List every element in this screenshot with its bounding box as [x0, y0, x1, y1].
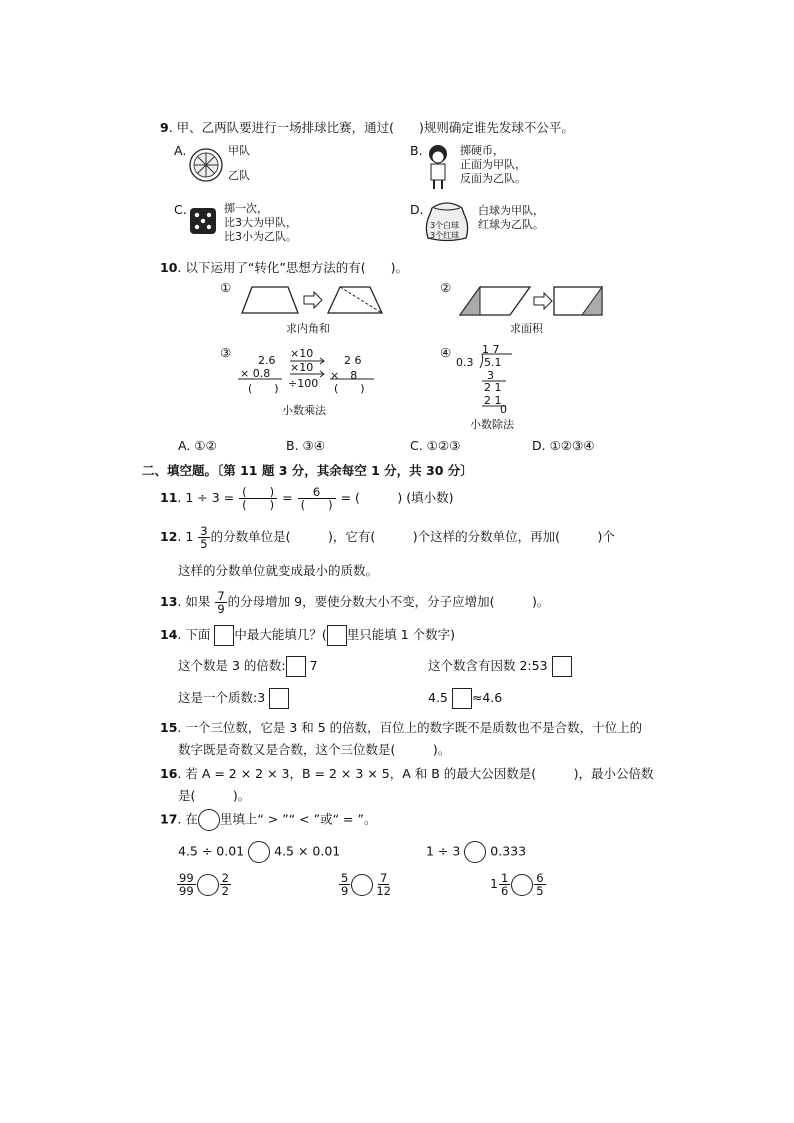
q13-fraction: $\frac{7}{9}$ — [217, 589, 225, 617]
div-quotient: 1 7 — [482, 343, 500, 356]
mul-a1: 2.6 — [258, 354, 276, 367]
q14-answer-box-1[interactable] — [286, 656, 306, 677]
q11-fraction-2[interactable]: $\frac{6}{( )}$ — [298, 486, 336, 511]
q14-row2-right: 4.5 ≈4.6 — [428, 688, 502, 709]
q14-row2-left: 这是一个质数:3 — [178, 688, 289, 709]
sample-box — [214, 625, 234, 646]
div-r1: 3 — [487, 369, 494, 382]
caption-1: 求内角和 — [286, 322, 330, 335]
q9-option-c-label[interactable]: C. — [174, 202, 187, 217]
caption-4: 小数除法 — [470, 418, 514, 431]
div-r2: 2 1 — [484, 381, 502, 394]
q17-expr-3: $\frac{99}{99}$ $\frac{2}{2}$ — [179, 871, 229, 899]
mul-b1: 2 6 — [344, 354, 362, 367]
q15-line1: 15. 一个三位数，它是 3 和 5 的倍数，百位上的数字既不是质数也不是合数，十位上的 — [160, 720, 643, 735]
bag-label-2: 3个红球 — [430, 231, 460, 240]
mul-b3: ( ) — [334, 382, 365, 395]
compare-circle-5[interactable] — [511, 874, 533, 896]
marker-4: ④ — [440, 345, 452, 360]
mul-op3: ÷100 — [288, 377, 319, 390]
mul-a2: × 0.8 — [240, 367, 271, 380]
q10-option-b[interactable]: B. ③④ — [286, 438, 325, 453]
div-dividend: 5.1 — [484, 356, 502, 369]
q17-expr-5: 1 $\frac{1}{6}$ $\frac{6}{5}$ — [490, 871, 544, 899]
q9-option-b-label[interactable]: B. — [410, 143, 423, 158]
section-2-heading: 二、填空题。〔第 11 题 3 分，其余每空 1 分，共 30 分〕 — [142, 463, 473, 478]
mul-lines — [236, 358, 376, 382]
trapezoid-diagram — [240, 285, 385, 317]
q9-a-line1: 甲队 — [228, 144, 250, 157]
compare-circle-4[interactable] — [351, 874, 373, 896]
q14-answer-box-3[interactable] — [269, 688, 289, 709]
q11: 11. 1 ÷ 3 = $\frac{( )}{( )}$ = $\frac{6}{( )}$ = ( ) (填小数) — [160, 485, 454, 513]
caption-3: 小数乘法 — [282, 404, 326, 417]
q16-line2: 是( )。 — [178, 788, 251, 803]
compare-circle-1[interactable] — [248, 841, 270, 863]
marker-2: ② — [440, 280, 452, 295]
mul-op1: ×10 — [290, 347, 314, 360]
q14-row1-left: 这个数是 3 的倍数: 7 — [178, 656, 318, 677]
q9-option-d-label[interactable]: D. — [410, 202, 424, 217]
q14-row1-right: 这个数含有因数 2:53 — [428, 656, 572, 677]
q17-expr-1: 4.5 ÷ 0.01 4.5 × 0.01 — [178, 841, 340, 863]
sample-circle — [198, 809, 220, 831]
q9-option-a-label[interactable]: A. — [174, 143, 187, 158]
q9-a-line2: 乙队 — [228, 169, 250, 182]
mul-a3: ( ) — [248, 382, 279, 395]
caption-2: 求面积 — [510, 322, 543, 335]
q9-b-line2: 正面为甲队， — [460, 158, 526, 171]
q9-d-line2: 红球为乙队。 — [478, 218, 544, 231]
q15-line2: 数字既是奇数又是合数，这个三位数是( )。 — [178, 742, 451, 757]
dice-icon — [188, 206, 218, 236]
div-divisor: 0.3 — [456, 356, 474, 369]
div-r4: 0 — [500, 403, 507, 416]
q10-option-d[interactable]: D. ①②③④ — [532, 438, 595, 453]
parallelogram-diagram — [458, 285, 606, 319]
q11-fraction-1[interactable]: $\frac{( )}{( )}$ — [239, 486, 277, 511]
q9-c-line3: 比3小为乙队。 — [224, 230, 297, 243]
compare-circle-3[interactable] — [197, 874, 219, 896]
q9-c-line2: 比3大为甲队， — [224, 216, 297, 229]
q17: 17. 在 里填上“ > ”“ < ”或“ = ”。 — [160, 809, 376, 831]
division-lines — [476, 354, 516, 404]
mul-b2: × 8 — [330, 369, 358, 382]
compare-circle-2[interactable] — [464, 841, 486, 863]
q10-option-c[interactable]: C. ①②③ — [410, 438, 461, 453]
q12-fraction: $\frac{3}{5}$ — [200, 524, 208, 552]
q10-text: 10. 以下运用了“转化”思想方法的有( )。 — [160, 260, 409, 275]
q9-b-line3: 反面为乙队。 — [460, 172, 526, 185]
spinner-icon — [188, 147, 224, 183]
q14-answer-box-2[interactable] — [552, 656, 572, 677]
q13: 13. 如果 $\frac{7}{9}$ 的分母增加 9，要使分数大小不变，分子应增加( )。 — [160, 589, 550, 617]
q14: 14. 下面 中最大能填几？( 里只能填 1 个数字) — [160, 625, 455, 646]
q12: 12. 1 $\frac{3}{5}$ 的分数单位是( )，它有( )个这样的分数单位，再加( )个 — [160, 524, 615, 552]
bag-label-1: 3个白球 — [430, 221, 460, 230]
sample-box-2 — [327, 625, 347, 646]
q12-line2: 这样的分数单位就变成最小的质数。 — [178, 563, 379, 578]
marker-1: ① — [220, 280, 232, 295]
q9-text: 9. 甲、乙两队要进行一场排球比赛，通过( )规则确定谁先发球不公平。 — [160, 120, 574, 135]
q9-b-line1: 掷硬币， — [460, 144, 504, 157]
marker-3: ③ — [220, 345, 232, 360]
q17-expr-2: 1 ÷ 3 0.333 — [426, 841, 526, 863]
q17-expr-4: $\frac{5}{9}$ $\frac{7}{12}$ — [341, 871, 391, 899]
q16-line1: 16. 若 A = 2 × 2 × 3，B = 2 × 3 × 5，A 和 B 的最大公因数是( )，最小公倍数 — [160, 766, 654, 781]
mul-op2: ×10 — [290, 361, 314, 374]
q9-d-line1: 白球为甲队， — [478, 204, 544, 217]
boy-icon — [424, 142, 454, 190]
q9-c-line1: 掷一次， — [224, 202, 268, 215]
q14-answer-box-4[interactable] — [452, 688, 472, 709]
div-r3: 2 1 — [484, 394, 502, 407]
q10-option-a[interactable]: A. ①② — [178, 438, 217, 453]
